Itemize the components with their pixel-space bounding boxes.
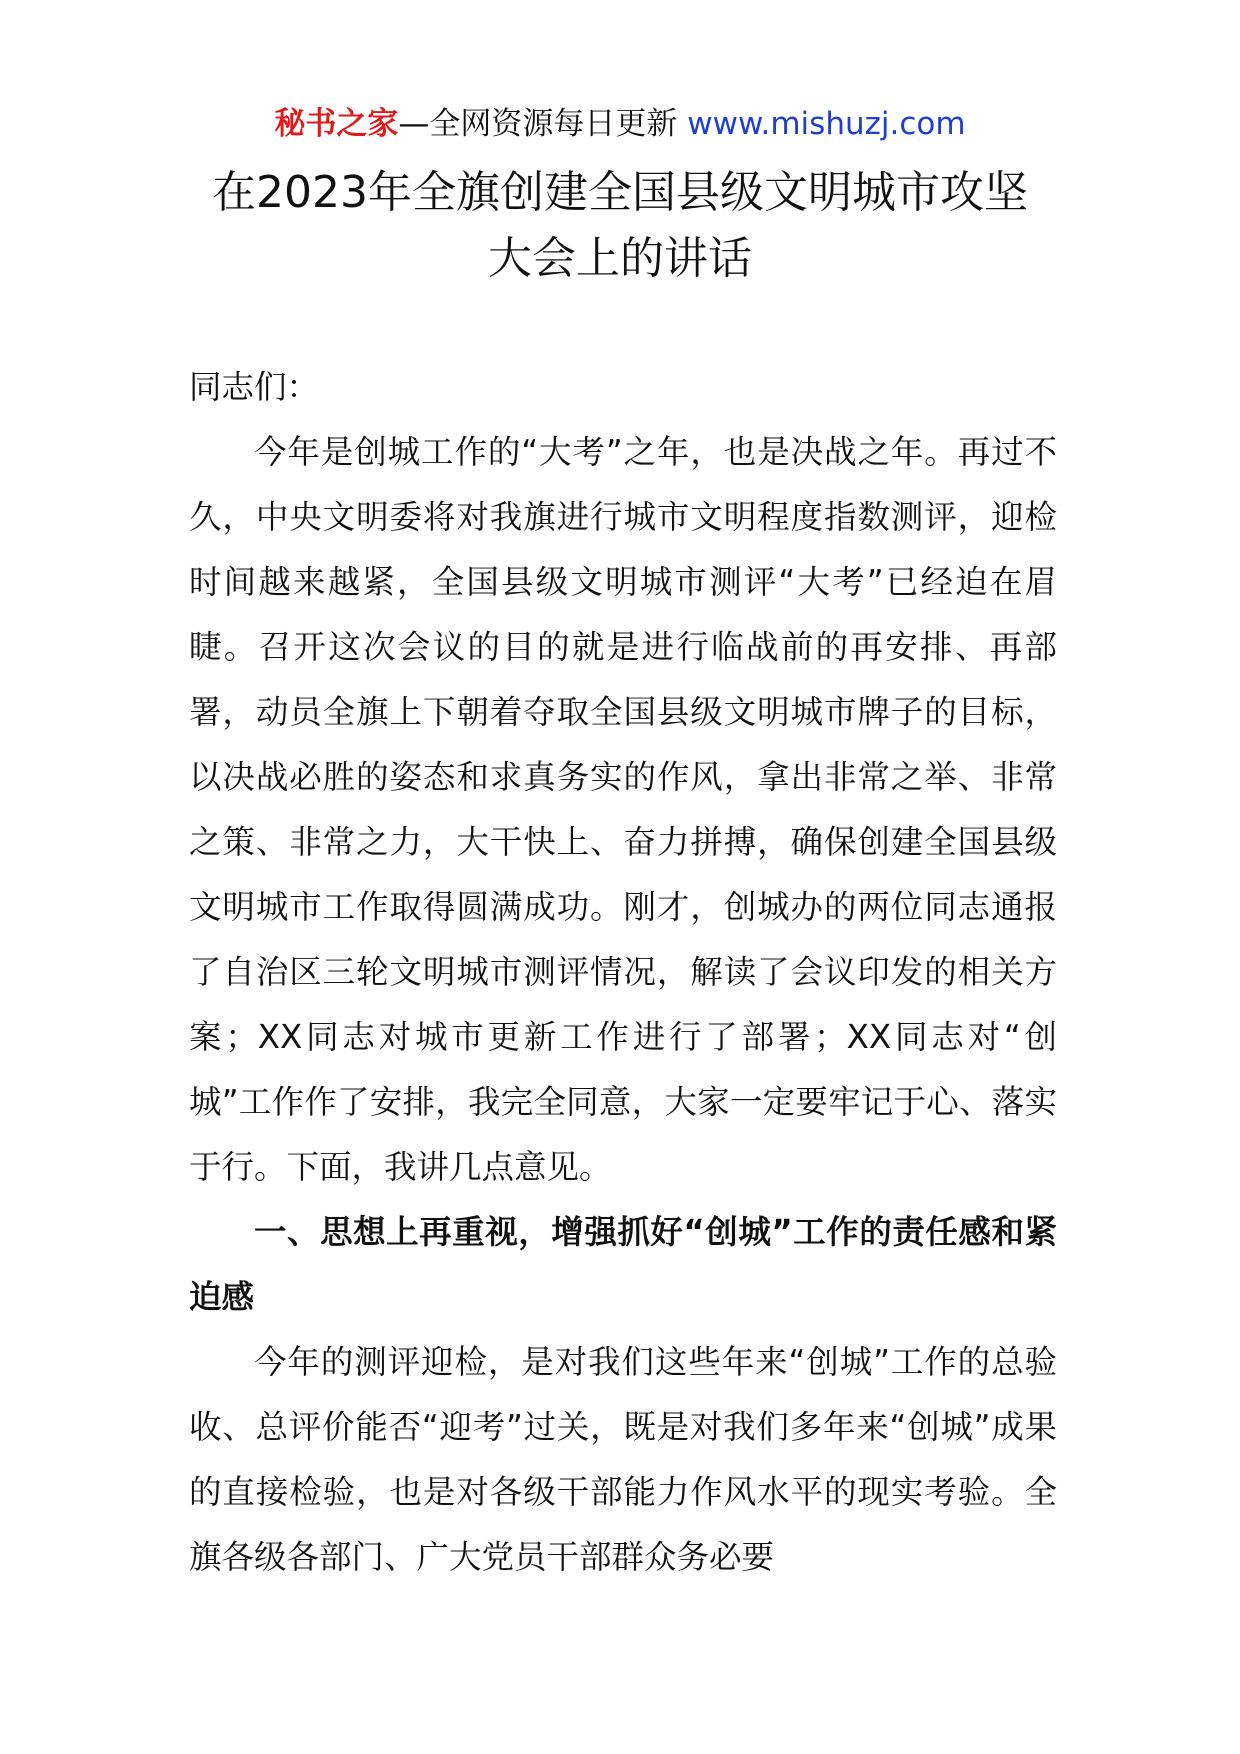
site-tagline: —全网资源每日更新 [398,106,688,142]
document-title [150,160,1090,292]
paragraph-1: 今年是创城工作的“大考”之年，也是决战之年。再过不久，中央文明委将对我旗进行城市文明程度指数测评，迎检时间越来越紧，全国县级文明城市测评“大考”已经迫在眉睫。召开这次会议的目的就是进行临战前的再安排、再部署，动员全旗上下朝着夺取全国县级文明城市牌子的目标，以决战必胜的姿态和求真务实的作风，拿出非常之举、非常之策、非常之力，大干快上、奋力拼搏，确保创建全国县级文明城市工作取得圆满成功。刚才，创城办的两位同志通报了自治区三轮文明城市测评情况，解读了会议印发的相关方案；XX同志对城市更新工作进行了部署；XX同志对“创城”工作作了安排，我完全同意，大家一定要牢记于心、落实于行。下面，我讲几点意见。 [189,433,1057,1186]
document-body [189,355,1057,1590]
paragraph-2: 今年的测评迎检，是对我们这些年来“创城”工作的总验收、总评价能否“迎考”过关，既是对我们多年来“创城”成果的直接检验，也是对各级干部能力作风水平的现实考验。全旗各级各部门、广大党员干部群众务必要 [189,1343,1057,1576]
site-url[interactable]: www.mishuzj.com [687,106,966,142]
site-header [0,104,1240,144]
site-brand: 秘书之家 [274,106,399,142]
section-1-heading: 一、思想上再重视，增强抓好“创城”工作的责任感和紧迫感 [189,1213,1057,1316]
salutation: 同志们： [189,368,320,406]
title-line-2: 大会上的讲话 [488,233,752,284]
title-line-1: 在2023年全旗创建全国县级文明城市攻坚 [212,167,1028,218]
